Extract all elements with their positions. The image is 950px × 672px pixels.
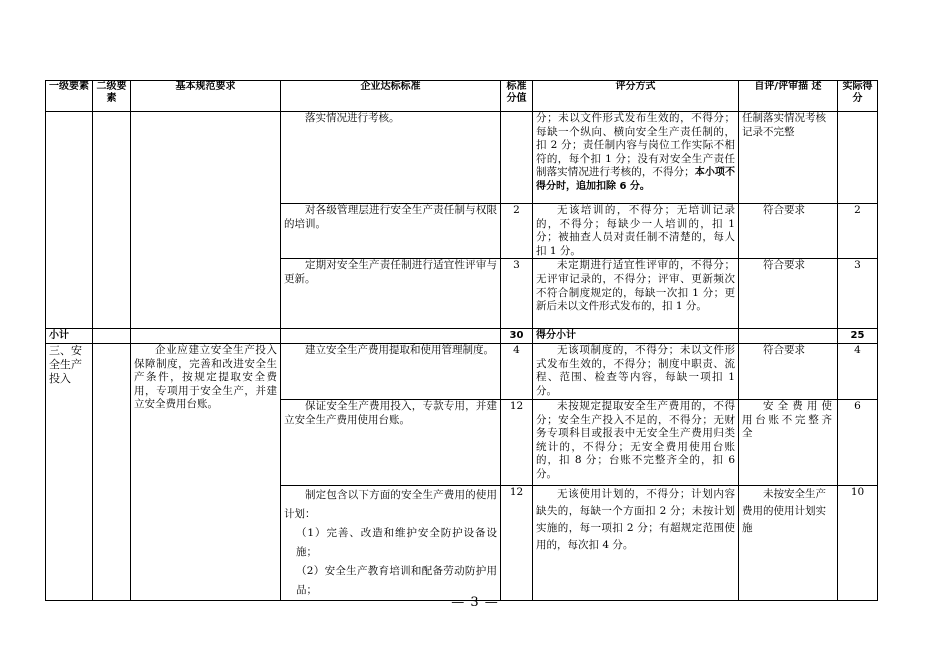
table-header-row bbox=[46, 81, 878, 112]
standard-subitem-2: （2）安全生产教育培训和配备劳动防护用品； bbox=[296, 564, 497, 596]
scoring-method: 未定期进行适宜性评审的，不得分；无评审记录的，不得分；评审、更新频次不符合制度规定的，每缺一次扣 1 分；更新后未以文件形式发布的，扣 1 分。 bbox=[533, 259, 739, 329]
standard-text bbox=[281, 485, 501, 600]
standard-text: 落实情况进行考核。 bbox=[281, 112, 501, 204]
category-safety-investment: 三、安全生产投入 bbox=[46, 343, 93, 600]
subtotal-empty-1 bbox=[93, 329, 131, 344]
standard-subitem-1: （1）完善、改造和维护安全防护设备设施； bbox=[296, 526, 497, 558]
scoring-method: 无该培训的，不得分；无培训记录的，不得分；每缺少一人培训的，扣 1 分；被抽查人员对责任制不清楚的，每人扣 1 分。 bbox=[533, 204, 739, 259]
standard-text: 定期对安全生产责任制进行适宜性评审与更新。 bbox=[281, 259, 501, 329]
standard-text: 保证安全生产费用投入，专款专用，并建立安全生产费用使用台账。 bbox=[281, 399, 501, 485]
review-description: 安全费用使用台账不完整齐全 bbox=[739, 399, 838, 485]
review-description: 任制落实情况考核记录不完整 bbox=[739, 112, 838, 204]
header-review-description: 自评/评审描 述 bbox=[739, 81, 838, 112]
subtotal-row bbox=[46, 329, 878, 344]
actual-score: 6 bbox=[838, 399, 878, 485]
standard-score: 12 bbox=[501, 399, 533, 485]
standard-intro: 制定包含以下方面的安全生产费用的使用计划： bbox=[284, 488, 497, 520]
actual-score: 10 bbox=[838, 485, 878, 600]
actual-score: 2 bbox=[838, 204, 878, 259]
header-level2: 二级要素 bbox=[93, 81, 131, 112]
subtotal-empty-4 bbox=[739, 329, 838, 344]
subtotal-method-label: 得分小计 bbox=[533, 329, 739, 344]
review-description: 未按安全生产费用的使用计划实施 bbox=[739, 485, 838, 600]
review-description: 符合要求 bbox=[739, 343, 838, 399]
header-basic-requirement: 基本规范要求 bbox=[131, 81, 281, 112]
subtotal-empty-3 bbox=[281, 329, 501, 344]
basic-requirement: 企业应建立安全生产投入保障制度，完善和改进安全生产条件，按规定提取安全费用，专项用于安全生产，并建立安全费用台账。 bbox=[131, 343, 281, 600]
header-scoring-method: 评分方式 bbox=[533, 81, 739, 112]
header-standard-score: 标准分值 bbox=[501, 81, 533, 112]
level1-cell-empty bbox=[46, 112, 93, 329]
standard-score bbox=[501, 112, 533, 204]
standard-text: 对各级管理层进行安全生产责任制与权限的培训。 bbox=[281, 204, 501, 259]
scoring-method-bold: 本小项不得分时，追加扣除 6 分。 bbox=[536, 167, 736, 192]
standard-score: 3 bbox=[501, 259, 533, 329]
table-row bbox=[46, 343, 878, 399]
actual-score: 4 bbox=[838, 343, 878, 399]
subtotal-score: 30 bbox=[501, 329, 533, 344]
scoring-method: 无该项制度的，不得分；未以文件形式发布生效的，不得分；制度中职责、流程、范围、检查等内容，每缺一项扣 1 分。 bbox=[533, 343, 739, 399]
header-level1: 一级要素 bbox=[46, 81, 93, 112]
actual-score bbox=[838, 112, 878, 204]
standard-score: 12 bbox=[501, 485, 533, 600]
standard-text: 建立安全生产费用提取和使用管理制度。 bbox=[281, 343, 501, 399]
scoring-method: 未按规定提取安全生产费用的，不得分；安全生产投入不足的，不得分；无财务专项科目或报表中无安全生产费用归类统计的，不得分；无安全费用使用台账的，扣 8 分；台账不完整齐全的，扣 6 分。 bbox=[533, 399, 739, 485]
header-actual-score: 实际得分 bbox=[838, 81, 878, 112]
standard-score: 4 bbox=[501, 343, 533, 399]
header-enterprise-standard: 企业达标标准 bbox=[281, 81, 501, 112]
review-description: 符合要求 bbox=[739, 204, 838, 259]
subtotal-empty-2 bbox=[131, 329, 281, 344]
standard-score: 2 bbox=[501, 204, 533, 259]
table-row bbox=[46, 112, 878, 204]
level2-cell-empty bbox=[93, 343, 131, 600]
review-description: 符合要求 bbox=[739, 259, 838, 329]
page-number: — 3 — bbox=[451, 595, 499, 610]
subtotal-actual: 25 bbox=[838, 329, 878, 344]
scoring-method bbox=[533, 112, 739, 204]
subtotal-label: 小计 bbox=[46, 329, 93, 344]
scoring-method-text: 分；未以文件形式发布生效的，不得分；每缺一个纵向、横向安全生产责任制的，扣 2 分；责任制内容与岗位工作实际不相符的，每个扣 1 分；没有对安全生产责任制落实情况进行考核的，不得分； bbox=[536, 112, 735, 179]
scoring-method: 无该使用计划的，不得分；计划内容缺失的，每缺一个方面扣 2 分；未按计划实施的，每一项扣 2 分；有超规定范围使用的，每次扣 4 分。 bbox=[533, 485, 739, 600]
actual-score: 3 bbox=[838, 259, 878, 329]
requirement-cell-empty bbox=[131, 112, 281, 329]
standards-table bbox=[45, 80, 878, 601]
level2-cell-empty bbox=[93, 112, 131, 329]
